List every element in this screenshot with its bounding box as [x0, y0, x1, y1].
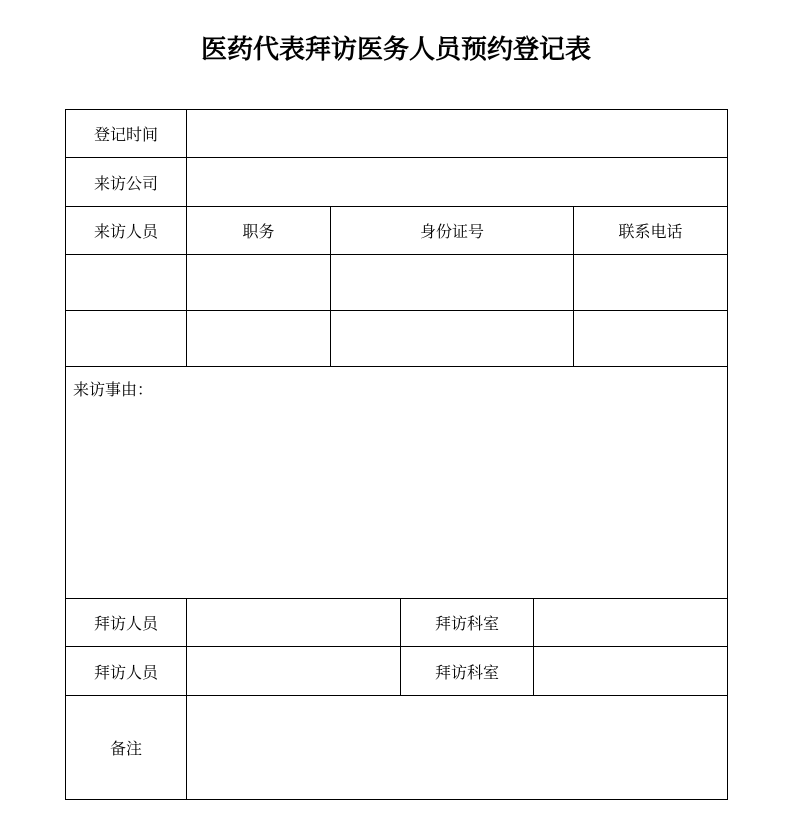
visitor-header: 来访人员 — [65, 206, 187, 255]
visitor-field[interactable] — [65, 310, 187, 367]
id-number-field[interactable] — [330, 310, 574, 367]
id-number-field[interactable] — [330, 254, 574, 311]
remarks-label: 备注 — [65, 695, 187, 800]
phone-header: 联系电话 — [573, 206, 728, 255]
visited-dept-field[interactable] — [533, 646, 728, 696]
registration-time-label: 登记时间 — [65, 109, 187, 158]
visited-person-label: 拜访人员 — [65, 598, 187, 647]
position-field[interactable] — [186, 310, 331, 367]
position-field[interactable] — [186, 254, 331, 311]
registration-form — [65, 109, 728, 800]
visited-person-field[interactable] — [186, 598, 401, 647]
visit-reason-area[interactable] — [65, 366, 728, 599]
visit-reason-label: 来访事由： — [73, 380, 154, 399]
visiting-company-label: 来访公司 — [65, 157, 187, 207]
visiting-company-field[interactable] — [186, 157, 728, 207]
page-title: 医药代表拜访医务人员预约登记表 — [200, 35, 591, 65]
visited-person-field[interactable] — [186, 646, 401, 696]
visited-dept-field[interactable] — [533, 598, 728, 647]
position-header: 职务 — [186, 206, 331, 255]
visited-person-label: 拜访人员 — [65, 646, 187, 696]
phone-field[interactable] — [573, 254, 728, 311]
visited-dept-label: 拜访科室 — [400, 598, 534, 647]
visited-dept-label: 拜访科室 — [400, 646, 534, 696]
phone-field[interactable] — [573, 310, 728, 367]
registration-time-field[interactable] — [186, 109, 728, 158]
remarks-field[interactable] — [186, 695, 728, 800]
visitor-field[interactable] — [65, 254, 187, 311]
id-number-header: 身份证号 — [330, 206, 574, 255]
